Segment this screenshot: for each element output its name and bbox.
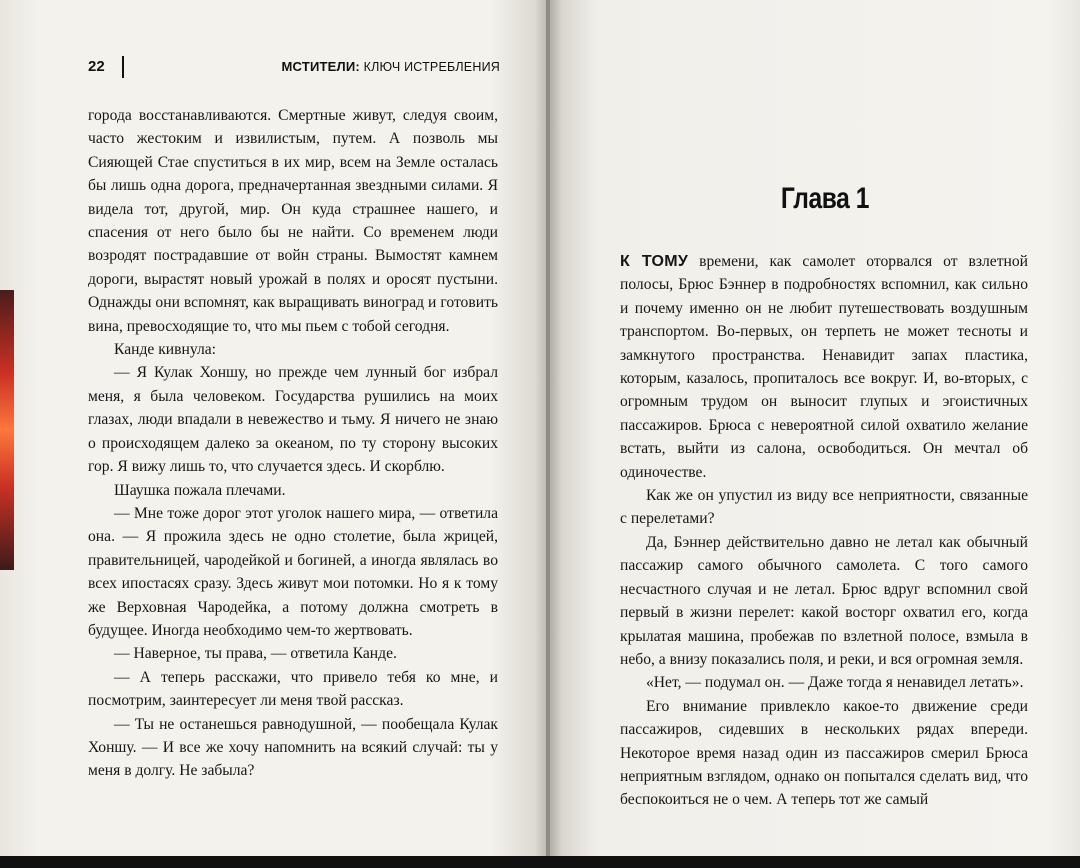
paragraph [88, 479, 498, 502]
bleed-through-header [620, 62, 1020, 78]
paragraph [88, 338, 498, 361]
running-title [282, 59, 500, 74]
scanner-edge [0, 856, 1080, 868]
page-number: 22 [88, 58, 105, 75]
paragraph-text: времени, как самолет оторвался от взлетной полосы, Брюс Бэннер в подробностях вспомнил, как сильно и почему именно он не любит путешествовать воздушным транспортом. Во-первых, он терпеть не может тесноты и замкнутого пространства. Ненавидит запах пластика, которым, казалось, пропиталось все вокруг. И, во-вторых, с огромным трудом он выносит глупых и эгоистичных пассажиров. Брюса с невероятной силой охватило желание встать, выйти из салона, освободиться. Он мечтал об одиночестве. [620, 253, 1028, 481]
paragraph [620, 250, 1028, 484]
header-divider [122, 56, 124, 78]
running-title-book: КЛЮЧ ИСТРЕБЛЕНИЯ [359, 60, 500, 74]
paragraph [88, 361, 498, 478]
paragraph-text: Его внимание привлекло какое-то движение среди пассажиров, сидевших в нескольких рядах впереди. Некоторое время назад один из пассажиров смерил Брюса неприятным взглядом, однако он попытался сделать вид, что беспокоиться не о чем. А теперь тот же самый [620, 697, 1028, 809]
paragraph [88, 666, 498, 713]
paragraph [620, 531, 1028, 671]
paragraph-text: «Нет, — подумал он. — Даже тогда я ненавидел летать». [646, 674, 1024, 692]
paragraph-text: — А теперь расскажи, что привело тебя ко мне, и посмотрим, заинтересует ли меня твой рассказ. [88, 668, 498, 710]
paragraph-text: — Я Кулак Хоншу, но прежде чем лунный бог избрал меня, я была человеком. Государства рушились на моих глазах, люди впадали в невежество и тьму. Я ничего не знаю о происходящем далеко за океаном, по ту сторону высоких гор. Я вижу лишь то, что случается здесь. И скорблю. [88, 364, 498, 476]
paragraph-text: Как же он упустил из виду все неприятности, связанные с перелетами? [620, 487, 1028, 528]
running-title-series: МСТИТЕЛИ: [281, 59, 360, 74]
chapter-title: Глава 1 [780, 182, 870, 215]
paragraph [88, 713, 498, 783]
cover-edge-art [0, 290, 14, 570]
paragraph [620, 695, 1028, 812]
paragraph [88, 642, 498, 665]
paragraph-text: Шаушка пожала плечами. [114, 481, 286, 499]
paragraph-text: Да, Бэннер действительно давно не летал как обычный пассажир самого обычного самолета. С того самого несчастного случая и не летал. Брюс вдруг вспомнил свой первый в жизни перелет: какой восторг охватил его, когда крылатая машина, пробежав по взлетной полосе, взмыла в небо, а внизу показались поля, и реки, и вся огромная земля. [620, 533, 1028, 668]
paragraph [620, 671, 1028, 694]
left-running-header [88, 58, 500, 82]
book-gutter [546, 0, 550, 860]
paragraph-text: города восстанавливаются. Смертные живут, следуя своим, часто жестоким и извилистым, путем. А позволь мы Сияющей Стае спуститься в их мир, всем на Земле осталась бы лишь одна дорога, предначертанная звездными силами. Я видела тот, другой, мир. Он куда страшнее нашего, и спасения от него было бы не найти. Со временем люди возродят пострадавшие от войн страны. Вымостят камнем дороги, вырастят новый урожай в полях и оросят пустыни. Однажды они вспомнят, как выращивать виноград и готовить вина, превосходящие то, что мы пьем с тобой сегодня. [88, 107, 498, 335]
paragraph [88, 104, 498, 338]
paragraph-text: Канде кивнула: [114, 341, 216, 359]
paragraph [620, 484, 1028, 531]
chapter-lead-words: К ТОМУ [620, 253, 689, 270]
left-page-text [88, 104, 498, 783]
paragraph-text: — Наверное, ты права, — ответила Канде. [114, 645, 397, 663]
paragraph [88, 502, 498, 642]
paragraph-text: — Мне тоже дорог этот уголок нашего мира, — ответила она. — Я прожила здесь не одно столетие, была жрицей, правительницей, чародейкой и богиней, а иногда являлась во всех ипостасях сразу. Здесь живут мои потомки. Но я к тому же Верховная Чародейка, а потому должна смотреть в будущее. Иногда необходимо чем-то жертвовать. [88, 504, 498, 639]
right-page-text [620, 250, 1028, 812]
paragraph-text: — Ты не останешься равнодушной, — пообещала Кулак Хоншу. — И все же хочу напомнить на всякий случай: ты у меня в долгу. Не забыла? [88, 715, 498, 780]
